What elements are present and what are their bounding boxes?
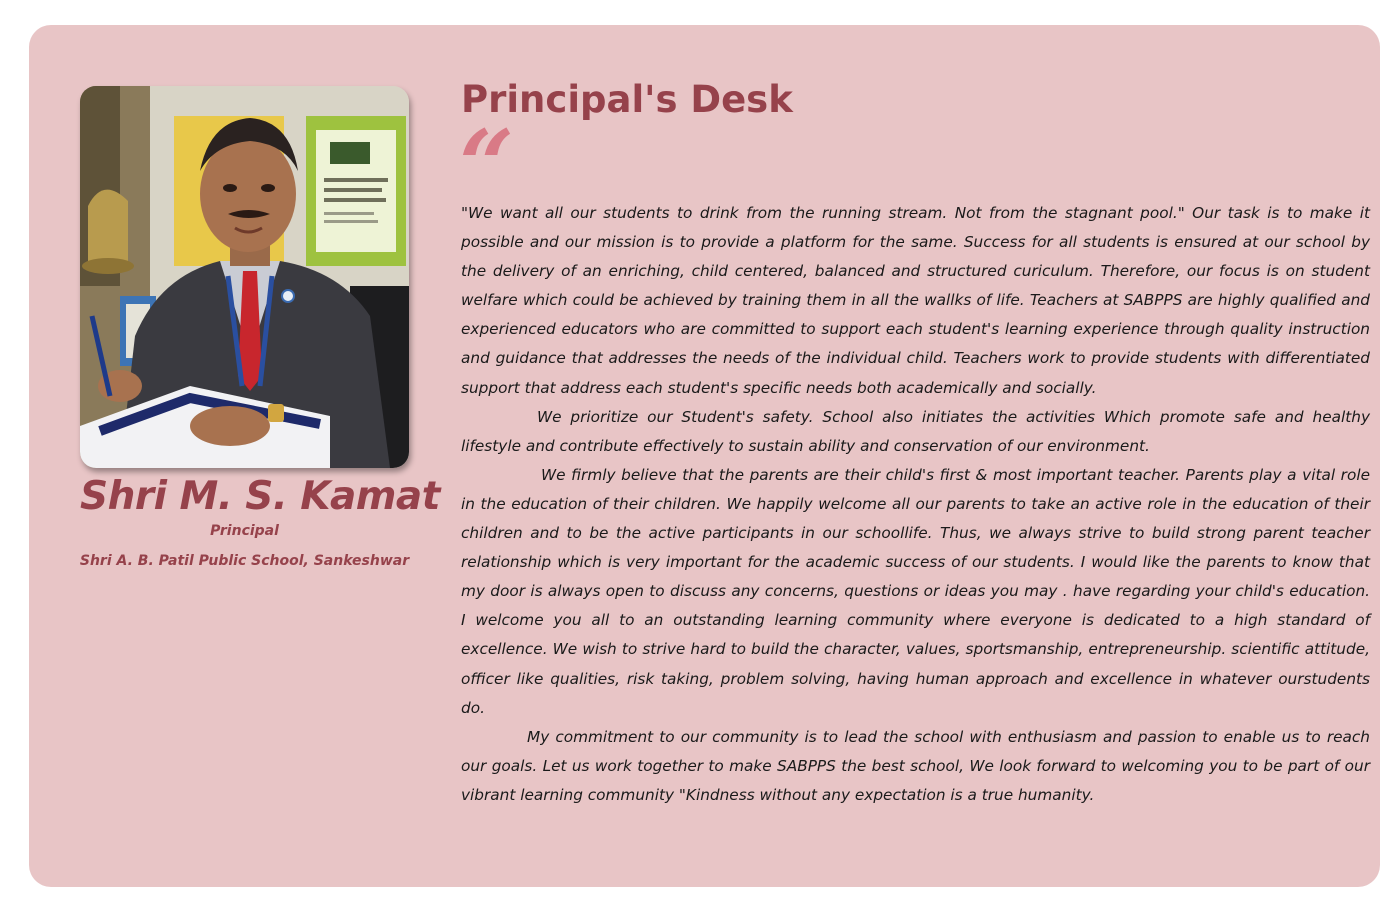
principal-message	[461, 199, 1370, 810]
message-paragraph: My commitment to our community is to lead the school with enthusiasm and passion to enable us to reach our goals. Let us work together to make SABPPS the best school, We look forward to welcoming you to be part of our vibrant learning community "Kindness without any expectation is a true humanity.	[461, 727, 1370, 804]
quote-mark-icon: “	[459, 109, 515, 222]
principal-role: Principal	[210, 523, 279, 539]
section-heading: Principal's Desk	[461, 78, 793, 121]
message-paragraph: We prioritize our Student's safety. School also initiates the activities Which promote safe and healthy lifestyle and contribute effectively to sustain ability and conservation of our environment.	[461, 407, 1370, 455]
message-paragraph: We firmly believe that the parents are their child's first & most important teacher. Parents play a vital role in the education of their children. We happily welcome all our parents to take an active role in the education of their children and to be the active participants in our schoollife. Thus, we always strive to build strong parent teacher relationship which is very important for the academic success of our students. I would like the parents to know that my door is always open to discuss any concerns, questions or ideas you may . have regarding your child's education. I welcome you all to an outstanding learning community where everyone is dedicated to a high standard of excellence. We wish to strive hard to build the character, values, sportsmanship, entrepreneurship. scientific attitude, officer like qualities, risk taking, problem solving, having human approach and excellence in whatever ourstudents do.	[461, 465, 1370, 717]
message-paragraph: "We want all our students to drink from the running stream. Not from the stagnant pool." Our task is to make it possible and our mission is to provide a platform for the same. Success for all students is ensured at our school by the delivery of an enriching, child centered, balanced and structured curiculum. Therefore, our focus is on student welfare which could be achieved by training them in all the wallks of life. Teachers at SABPPS are highly qualified and experienced educators who are committed to support each student's learning experience through quality instruction and guidance that addresses the needs of the individual child. Teachers work to provide students with differentiated support that address each student's specific needs both academically and socially.	[461, 204, 1370, 397]
principal-name: Shri M. S. Kamat	[80, 474, 440, 519]
principal-photo	[80, 86, 409, 468]
school-name: Shri A. B. Patil Public School, Sankeshwar	[79, 553, 410, 569]
